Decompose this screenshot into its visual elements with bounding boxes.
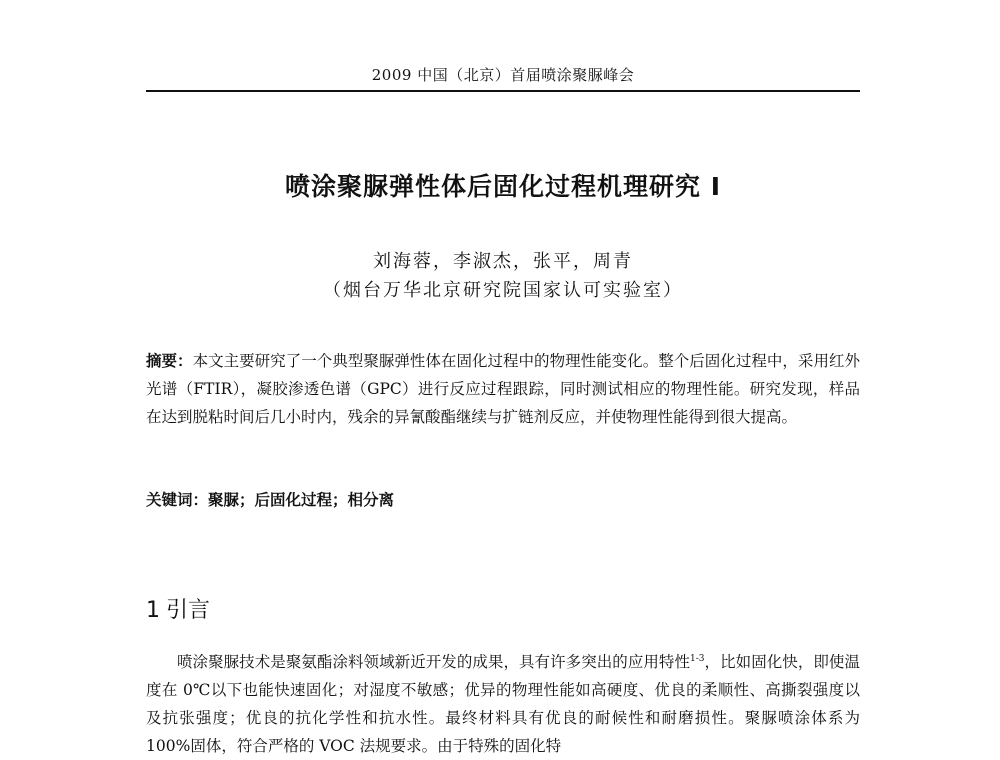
section-number: 1 [146, 598, 160, 623]
header-rule [146, 90, 860, 92]
running-header: 2009 中国（北京）首届喷涂聚脲峰会 [371, 66, 635, 84]
section-title: 引言 [166, 598, 211, 623]
intro-paragraph [146, 645, 860, 760]
intro-text-part2: ，比如固化快，即使温度在 0℃以下也能快速固化；对湿度不敏感；优异的物理性能如高硬度、优良的柔顺性、高撕裂强度以及抗张强度；优良的抗化学性和抗水性。最终材料具有优良的耐候性和耐磨损性。聚脲喷涂体系为 100%固体，符合严格的 VOC 法规要求。由于特殊的固化特 [146, 653, 860, 756]
section-heading [146, 593, 210, 624]
author-list: 刘海蓉，李淑杰，张平，周青 [373, 251, 633, 272]
citation-ref: 1-3 [690, 654, 705, 664]
keywords-text: 聚脲；后固化过程；相分离 [208, 491, 395, 509]
abstract [146, 347, 860, 431]
keywords [146, 488, 860, 510]
paper-title: 喷涂聚脲弹性体后固化过程机理研究 I [284, 172, 721, 201]
keywords-label: 关键词： [146, 491, 209, 509]
abstract-label: 摘要： [146, 352, 193, 370]
intro-text-part1: 喷涂聚脲技术是聚氨酯涂料领域新近开发的成果，具有许多突出的应用特性 [177, 653, 691, 672]
affiliation: （烟台万华北京研究院国家认可实验室） [323, 280, 683, 301]
abstract-text: 本文主要研究了一个典型聚脲弹性体在固化过程中的物理性能变化。整个后固化过程中，采用红外光谱（FTIR），凝胶渗透色谱（GPC）进行反应过程跟踪，同时测试相应的物理性能。研究发现，样品在达到脱粘时间后几小时内，残余的异氰酸酯继续与扩链剂反应，并使物理性能得到很大提高。 [146, 352, 860, 426]
